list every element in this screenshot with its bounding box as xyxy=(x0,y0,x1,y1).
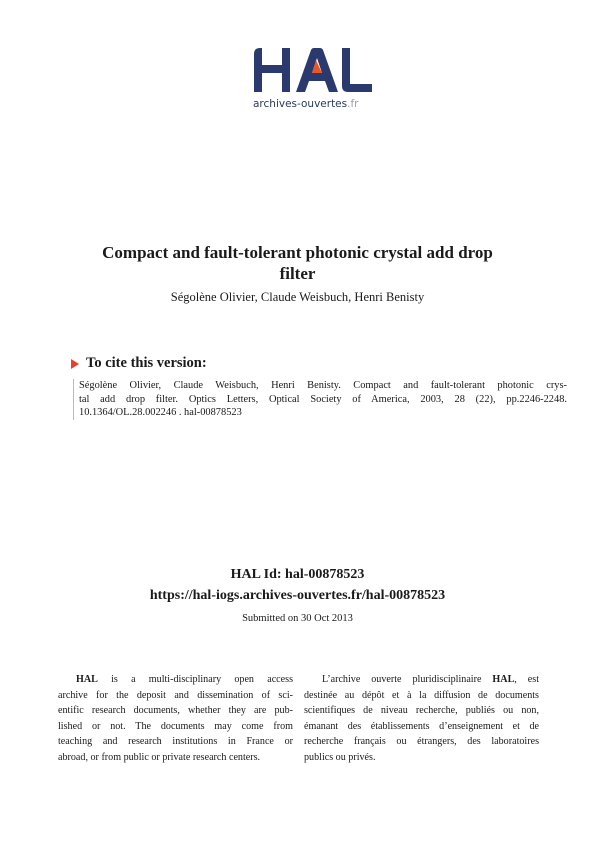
notice-line: recherche français ou étrangers, des laboratoires xyxy=(304,736,539,747)
submission-date: Submitted on 30 Oct 2013 xyxy=(242,613,353,624)
logo-letter-h xyxy=(254,48,290,92)
hal-id: HAL Id: hal-00878523 xyxy=(230,567,365,582)
notice-line: teaching and research institutions in France or xyxy=(58,736,293,747)
logo-subtitle: archives-ouvertes.fr xyxy=(253,98,359,110)
triangle-right-icon xyxy=(71,359,79,369)
citation-line: 10.1364/OL.28.002246 . hal-00878523 xyxy=(79,407,242,418)
title-line: filter xyxy=(279,264,316,283)
notice-line: entific research documents, whether they are pub- xyxy=(58,705,293,716)
hal-url-link[interactable]: https://hal-iogs.archives-ouvertes.fr/hal-00878523 xyxy=(149,588,446,603)
hal-logo-icon xyxy=(252,46,374,94)
citation-line: Ségolène Olivier, Claude Weisbuch, Henri Benisty. Compact and fault-tolerant photonic crys- xyxy=(79,380,567,391)
notice-line: archive for the deposit and dissemination of sci- xyxy=(58,689,293,701)
logo-suffix: .fr xyxy=(347,98,359,110)
cite-heading xyxy=(71,355,207,372)
cite-heading-label: To cite this version: xyxy=(86,355,207,371)
notice-english xyxy=(58,672,293,765)
notice-hal-bold: HAL xyxy=(492,674,515,685)
notice-line: publics ou privés. xyxy=(304,751,376,763)
logo-letter-l xyxy=(342,48,372,92)
notice-line: scientifiques de niveau recherche, publiés ou non, xyxy=(304,705,539,716)
notice-line: destinée au dépôt et à la diffusion de documents xyxy=(304,689,539,701)
notice-hal-bold: HAL xyxy=(76,674,98,685)
authors: Ségolène Olivier, Claude Weisbuch, Henri Benisty xyxy=(170,290,425,304)
hal-logo[interactable] xyxy=(252,46,376,116)
page-title xyxy=(70,242,525,284)
citation-line: tal add drop filter. Optics Letters, Optical Society of America, 2003, 28 (22), pp.2246-2248. xyxy=(79,393,567,405)
notice-line: lished or not. The documents may come from xyxy=(58,720,293,732)
title-line: Compact and fault-tolerant photonic crystal add drop xyxy=(102,243,493,262)
notice-line: abroad, or from public or private research centers. xyxy=(58,751,261,763)
notice-line: HAL is a multi-disciplinary open access xyxy=(76,674,293,685)
notice-french xyxy=(304,672,539,765)
notice-line: L’archive ouverte pluridisciplinaire HAL, est xyxy=(322,674,539,685)
notice-line: émanant des établissements d’enseignement et de xyxy=(304,720,539,732)
citation-block xyxy=(73,379,567,420)
